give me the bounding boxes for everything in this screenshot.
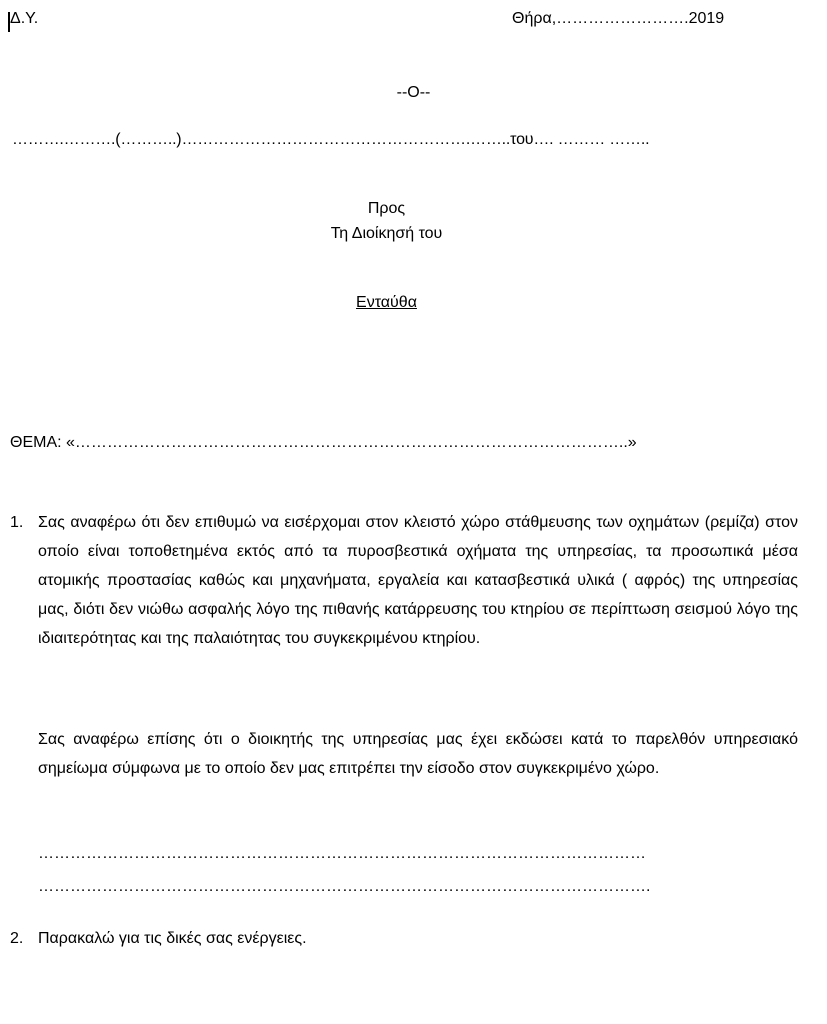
recipient-location: Ενταύθα [356, 294, 417, 311]
ornament-separator: --O-- [396, 84, 431, 101]
recipient-name: Τη Διοίκησή του [330, 225, 443, 242]
sender-line: ……….……….(………..)……………………………………………….……..του…. ……… …….. [12, 131, 650, 148]
dotted-line-1: …………………………………………………………………………………………………… [38, 845, 646, 862]
item-1-paragraph-2: Σας αναφέρω επίσης ότι ο διοικητής της υπηρεσίας μας έχει εκδώσει κατά το παρελθόν υπηρεσιακό σημείωμα σύμφωνα με το οποίο δεν μας επιτρέπει την είσοδο στον συγκεκριμένο χώρο. [38, 731, 798, 777]
item-1-number: 1. [10, 514, 24, 531]
item-2-number: 2. [10, 930, 24, 947]
subject-line: ΘΕΜΑ: «…………………………………………………………………………………………..» [10, 434, 637, 451]
header-place-date: Θήρα,…………………….2019 [512, 10, 725, 27]
recipient-to: Προς [367, 200, 406, 217]
item-2-text: Παρακαλώ για τις δικές σας ενέργειες. [38, 930, 307, 947]
dotted-line-2: ……………………………………………………………………………………………………. [38, 878, 651, 895]
item-1-paragraph-1: Σας αναφέρω ότι δεν επιθυμώ να εισέρχομαι στον κλειστό χώρο στάθμευσης των οχημάτων (ρεμίζα) στον οποίο είναι τοποθετημένα εκτός από τα πυροσβεστικά οχήματα της υπηρεσίας, τα προσωπικά μέσα ατομικής προστασίας καθώς και μηχανήματα, εργαλεία και κατασβεστικά υλικά ( αφρός) της υπηρεσίας μας, διότι δεν νιώθω ασφαλής λόγο της πιθανής κατάρρευσης του κτηρίου σε περίπτωση σεισμού λόγο της ιδιαιτερότητας και της παλαιότητας του συγκεκριμένου κτηρίου. [38, 514, 798, 647]
header-service-code: Δ.Υ. [10, 10, 39, 27]
